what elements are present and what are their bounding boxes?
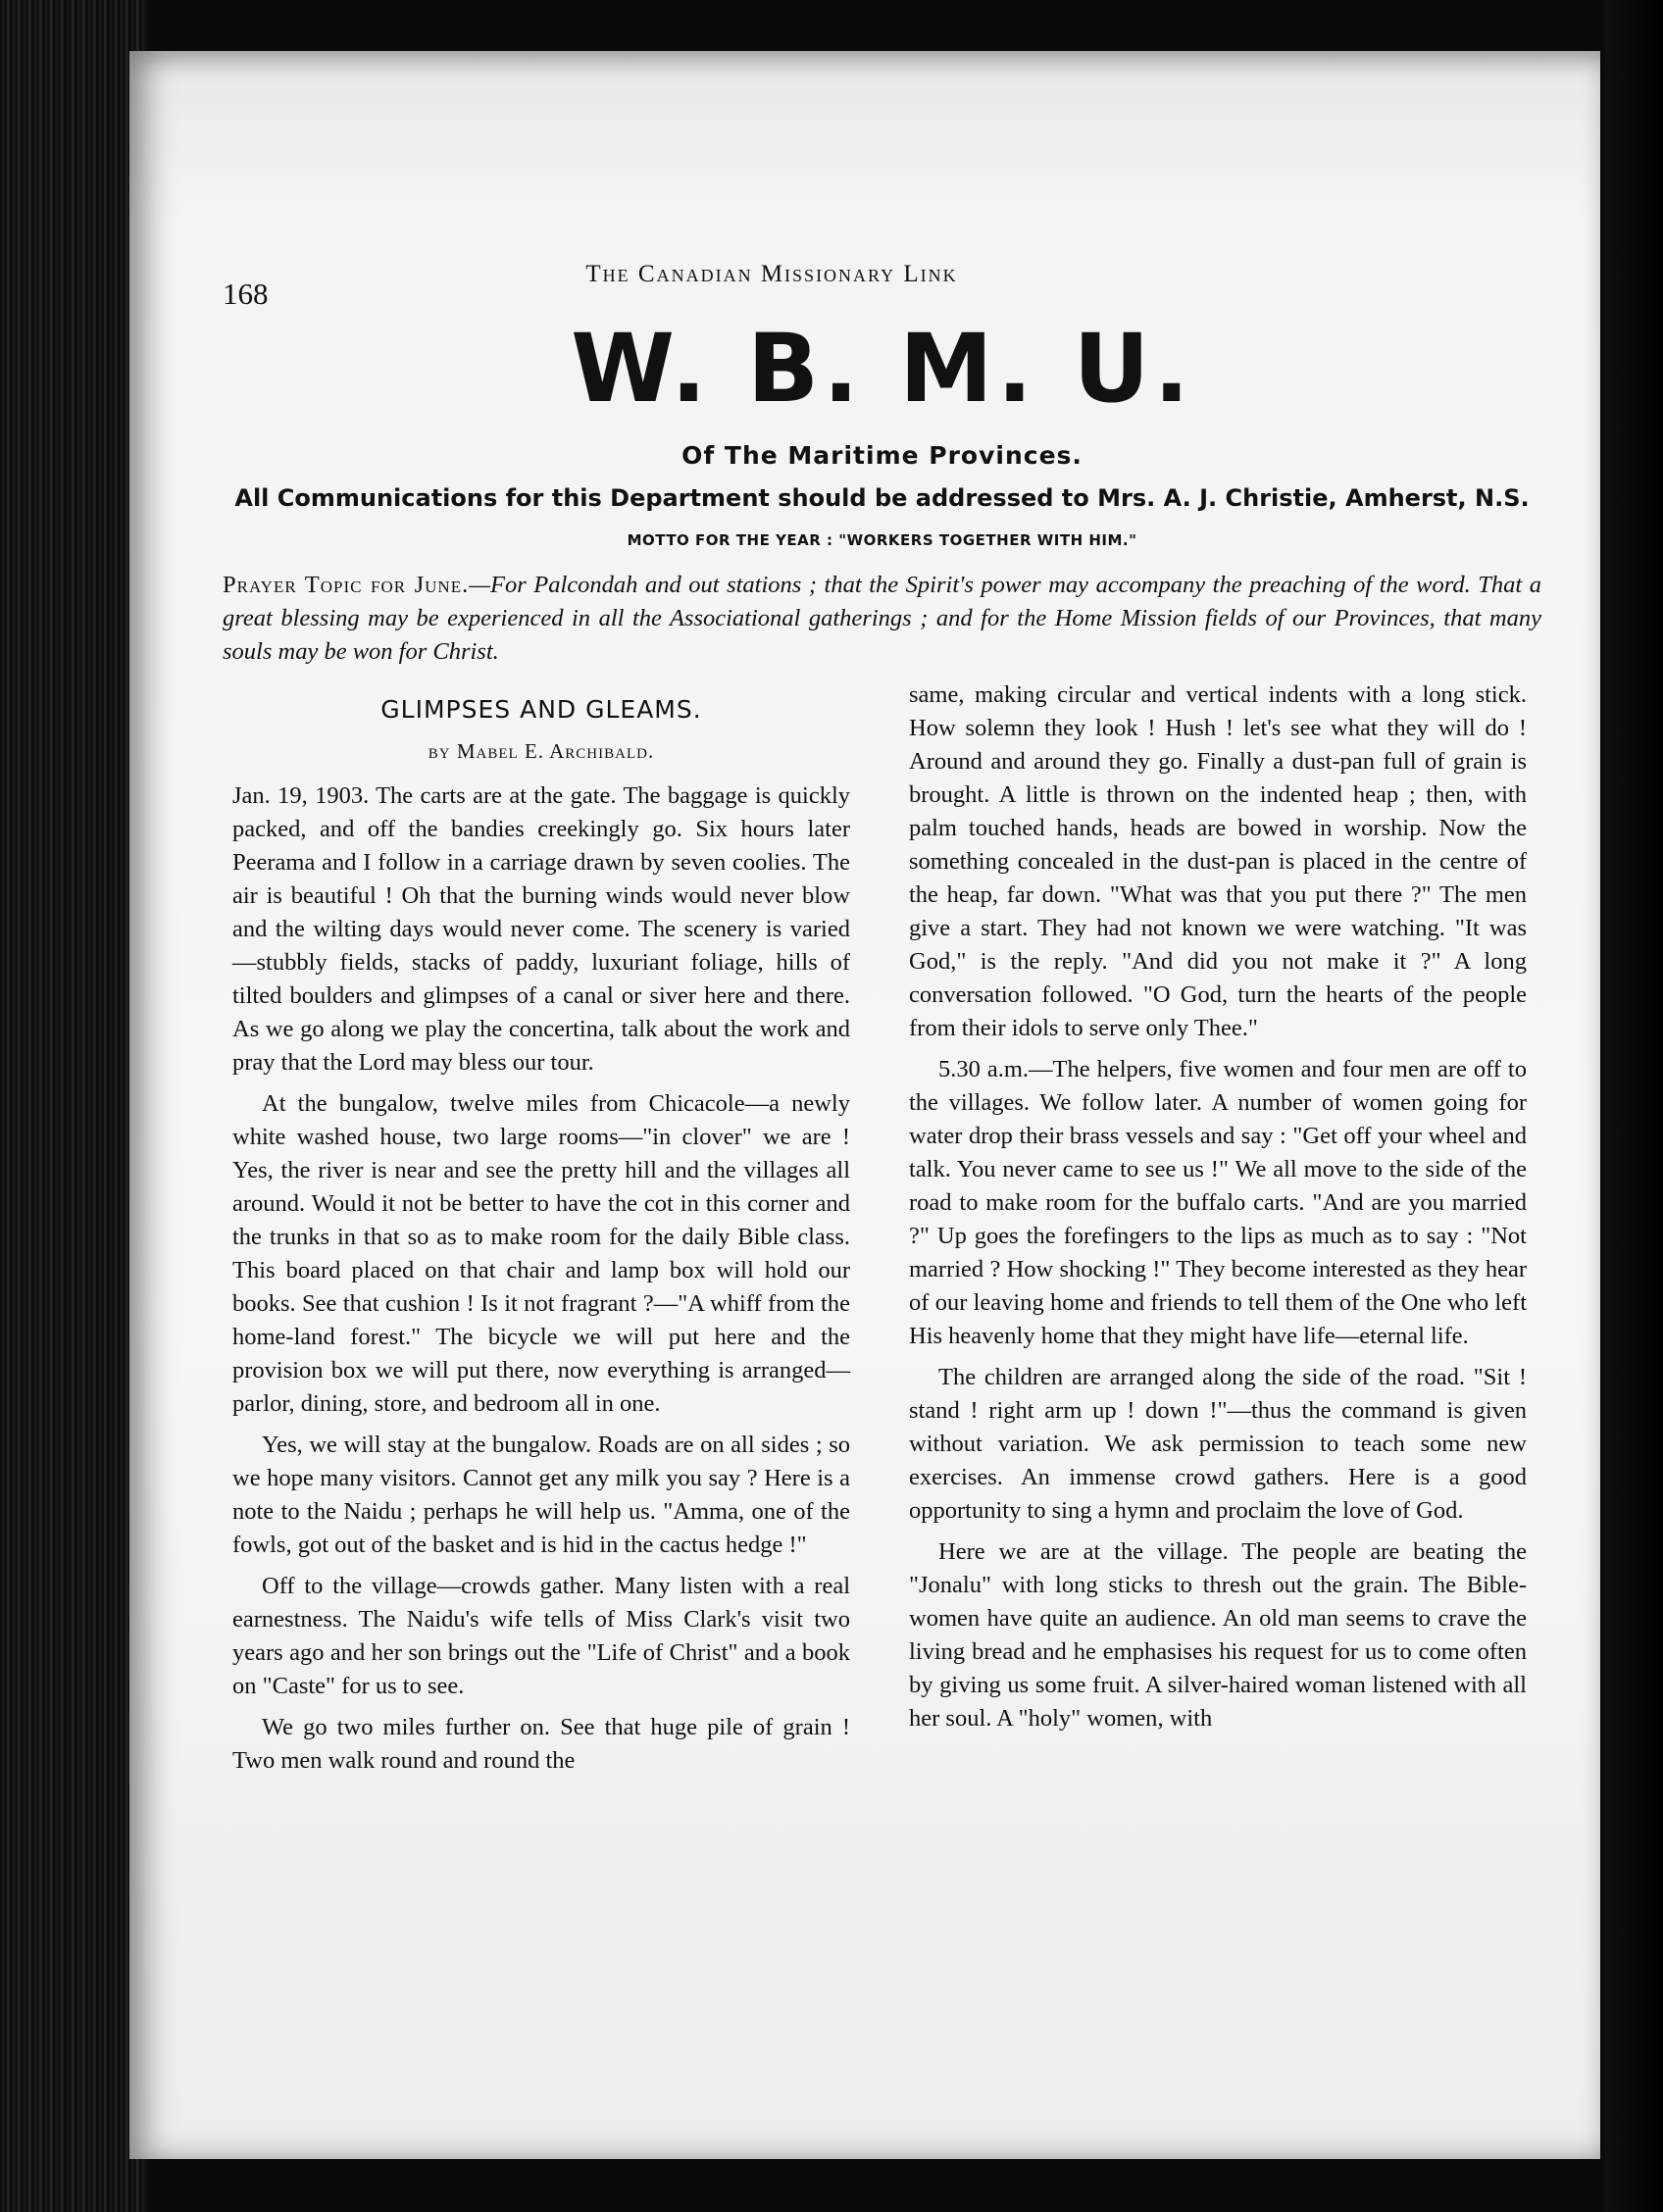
page-number: 168	[223, 276, 269, 311]
prayer-topic-label: Prayer Topic for June.	[223, 572, 470, 598]
left-column	[232, 693, 850, 1785]
page-content	[223, 198, 1541, 2120]
prayer-topic	[223, 569, 1541, 669]
book-page	[129, 51, 1600, 2159]
book-binding	[0, 0, 147, 2212]
paragraph: Jan. 19, 1903. The carts are at the gate. The baggage is quickly packed, and off the bandies creekingly go. Six hours later Peerama and I follow in a carriage drawn by seven coolies. The air is beautiful ! Oh that the burning winds would never blow and the wilting days would never come. The scenery is varied—stubbly fields, stacks of paddy, luxuriant foliage, hills of tilted boulders and glimpses of a canal or siver here and there. As we go along we play the concertina, talk about the work and pray that the Lord may bless our tour.	[232, 782, 850, 1076]
right-page-edge	[1604, 0, 1663, 2212]
motto-line: MOTTO FOR THE YEAR : "WORKERS TOGETHER WITH HIM."	[627, 531, 1137, 549]
department-subtitle: Of The Maritime Provinces.	[681, 441, 1083, 470]
prayer-topic-text: —For Palcondah and out stations ; that the Spirit's power may accompany the preaching of the word. That a great blessing may be experienced in all the Associational gatherings ; and for the Home Mission fields of our Provinces, that many souls may be won for Christ.	[223, 572, 1542, 665]
article-byline: by Mabel E. Archibald.	[428, 739, 655, 763]
department-title: W. B. M. U.	[571, 314, 1193, 424]
paragraph: The children are arranged along the side of the road. "Sit ! stand ! right arm up ! down !"—thus the command is given without variation. We ask permission to teach some new exercises. An immense crowd gathers. Here is a good opportunity to sing a hymn and proclaim the love of God.	[909, 1364, 1527, 1524]
paragraph: At the bungalow, twelve miles from Chicacole—a newly white washed house, two large rooms—"in clover" we are ! Yes, the river is near and see the pretty hill and the villages all around. Would it not be better to have the cot in this corner and the trunks in that so as to make room for the daily Bible class. This board placed on that chair and lamp box will hold our books. See that cushion ! Is it not fragrant ?—"A whiff from the home-land forest." The bicycle we will put here and the provision box we will put there, now everything is arranged—parlor, dining, store, and bedroom all in one.	[232, 1090, 850, 1417]
paragraph: 5.30 a.m.—The helpers, five women and four men are off to the villages. We follow later. A number of women going for water drop their brass vessels and say : "Get off your wheel and talk. You never came to see us !" We all move to the side of the road to make room for the buffalo carts. "And are you married ?" Up goes the forefingers to the lips as much as to say : "Not married ? How shocking !" They become interested as they hear of our leaving home and friends to tell them of the One who left His heavenly home that they might have life—eternal life.	[909, 1056, 1527, 1349]
article-title: GLIMPSES AND GLEAMS.	[380, 695, 702, 724]
paragraph: Here we are at the village. The people are beating the "Jonalu" with long sticks to thresh out the grain. The Bible-women have quite an audience. An old man seems to crave the living bread and he emphasises his request for us to come often by giving us some fruit. A silver-haired woman listened with all her soul. A "holy" women, with	[909, 1538, 1527, 1732]
paragraph: same, making circular and vertical indents with a long stick. How solemn they look ! Hush ! let's see what they will do ! Around and around they go. Finally a dust-pan full of grain is brought. A little is thrown on the indented heap ; then, with palm touched hands, heads are bowed in worship. Now the something concealed in the dust-pan is placed in the centre of the heap, far down. "What was that you put there ?" The men give a start. They had not known we were watching. "It was God," is the reply. "And did you not make it ?" A long conversation followed. "O God, turn the hearts of the people from their idols to serve only Thee."	[909, 681, 1527, 1041]
paragraph: Off to the village—crowds gather. Many listen with a real earnestness. The Naidu's wife tells of Miss Clark's visit two years ago and her son brings out the "Life of Christ" and a book on "Caste" for us to see.	[232, 1573, 850, 1699]
paragraph: We go two miles further on. See that huge pile of grain ! Two men walk round and round the	[232, 1714, 850, 1774]
running-head: The Canadian Missionary Link	[585, 261, 958, 287]
right-column	[909, 679, 1527, 1743]
paragraph: Yes, we will stay at the bungalow. Roads are on all sides ; so we hope many visitors. Cannot get any milk you say ? Here is a note to the Naidu ; perhaps he will help us. "Amma, one of the fowls, got out of the basket and is hid in the cactus hedge !"	[232, 1432, 850, 1558]
address-line: All Communications for this Department should be addressed to Mrs. A. J. Christie, Amherst, N.S.	[234, 484, 1530, 512]
